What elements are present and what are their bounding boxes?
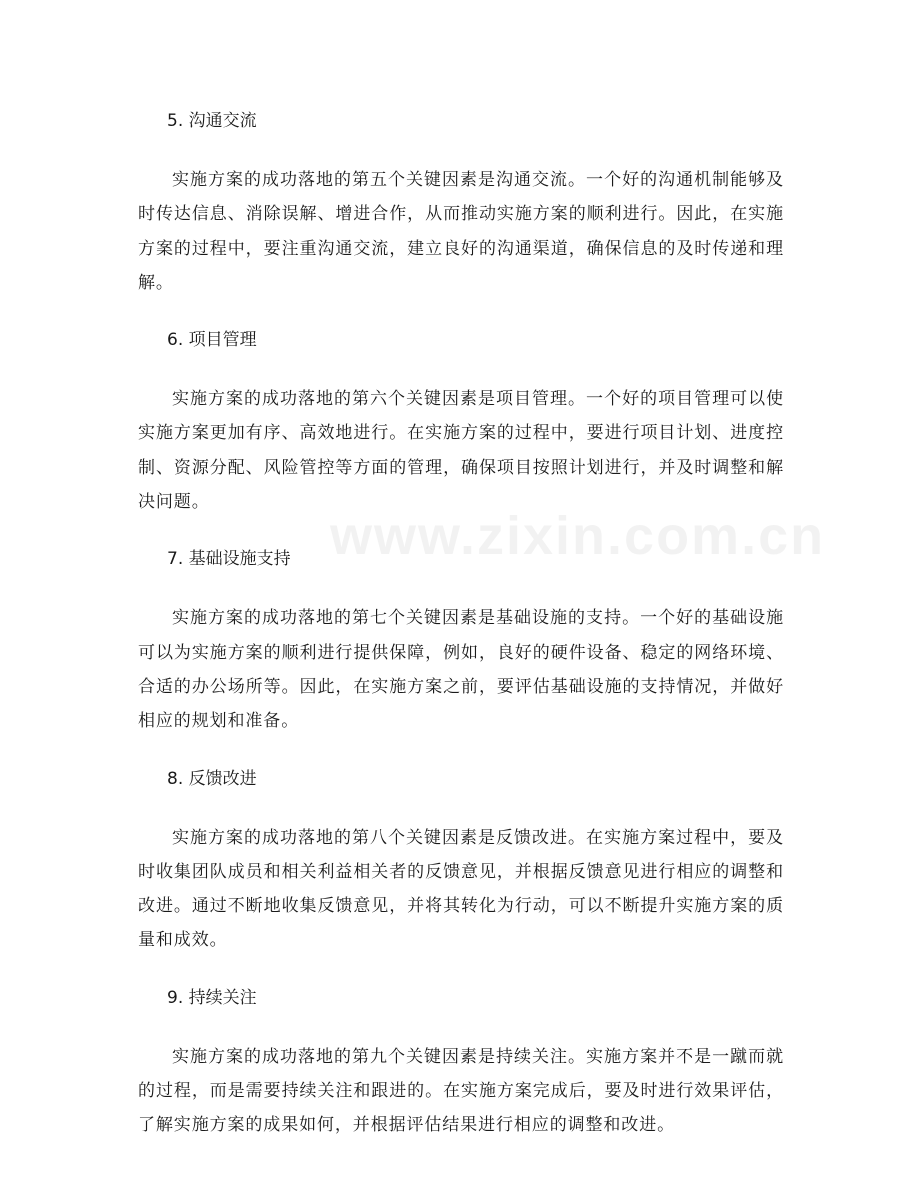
section-heading-6: 6. 项目管理 <box>167 330 257 351</box>
section-heading-7: 7. 基础设施支持 <box>167 549 291 570</box>
section-paragraph-6: 实施方案的成功落地的第六个关键因素是项目管理。一个好的项目管理可以使实施方案更加有序、高效地进行。在实施方案的过程中，要进行项目计划、进度控制、资源分配、风险管控等方面的管理，确保项目按照计划进行，并及时调整和解决问题。 <box>138 389 784 513</box>
section-heading-9: 9. 持续关注 <box>167 987 257 1008</box>
section-paragraph-9: 实施方案的成功落地的第九个关键因素是持续关注。实施方案并不是一蹴而就的过程，而是需要持续关注和跟进的。在实施方案完成后，要及时进行效果评估，了解实施方案的成果如何，并根据评估结果进行相应的调整和改进。 <box>138 1046 784 1136</box>
section-paragraph-8: 实施方案的成功落地的第八个关键因素是反馈改进。在实施方案过程中，要及时收集团队成员和相关利益相关者的反馈意见，并根据反馈意见进行相应的调整和改进。通过不断地收集反馈意见，并将其转化为行动，可以不断提升实施方案的质量和成效。 <box>138 827 784 951</box>
section-heading-8: 8. 反馈改进 <box>167 768 257 789</box>
section-paragraph-5: 实施方案的成功落地的第五个关键因素是沟通交流。一个好的沟通机制能够及时传达信息、消除误解、增进合作，从而推动实施方案的顺利进行。因此，在实施方案的过程中，要注重沟通交流，建立良好的沟通渠道，确保信息的及时传递和理解。 <box>138 170 784 293</box>
section-heading-5: 5. 沟通交流 <box>167 111 257 131</box>
watermark: www.zixin.com.cn <box>330 506 826 566</box>
document-body <box>138 104 826 1143</box>
section-paragraph-7: 实施方案的成功落地的第七个关键因素是基础设施的支持。一个好的基础设施可以为实施方案的顺利进行提供保障，例如，良好的硬件设备、稳定的网络环境、合适的办公场所等。因此，在实施方案之前，要评估基础设施的支持情况，并做好相应的规划和准备。 <box>138 608 784 732</box>
